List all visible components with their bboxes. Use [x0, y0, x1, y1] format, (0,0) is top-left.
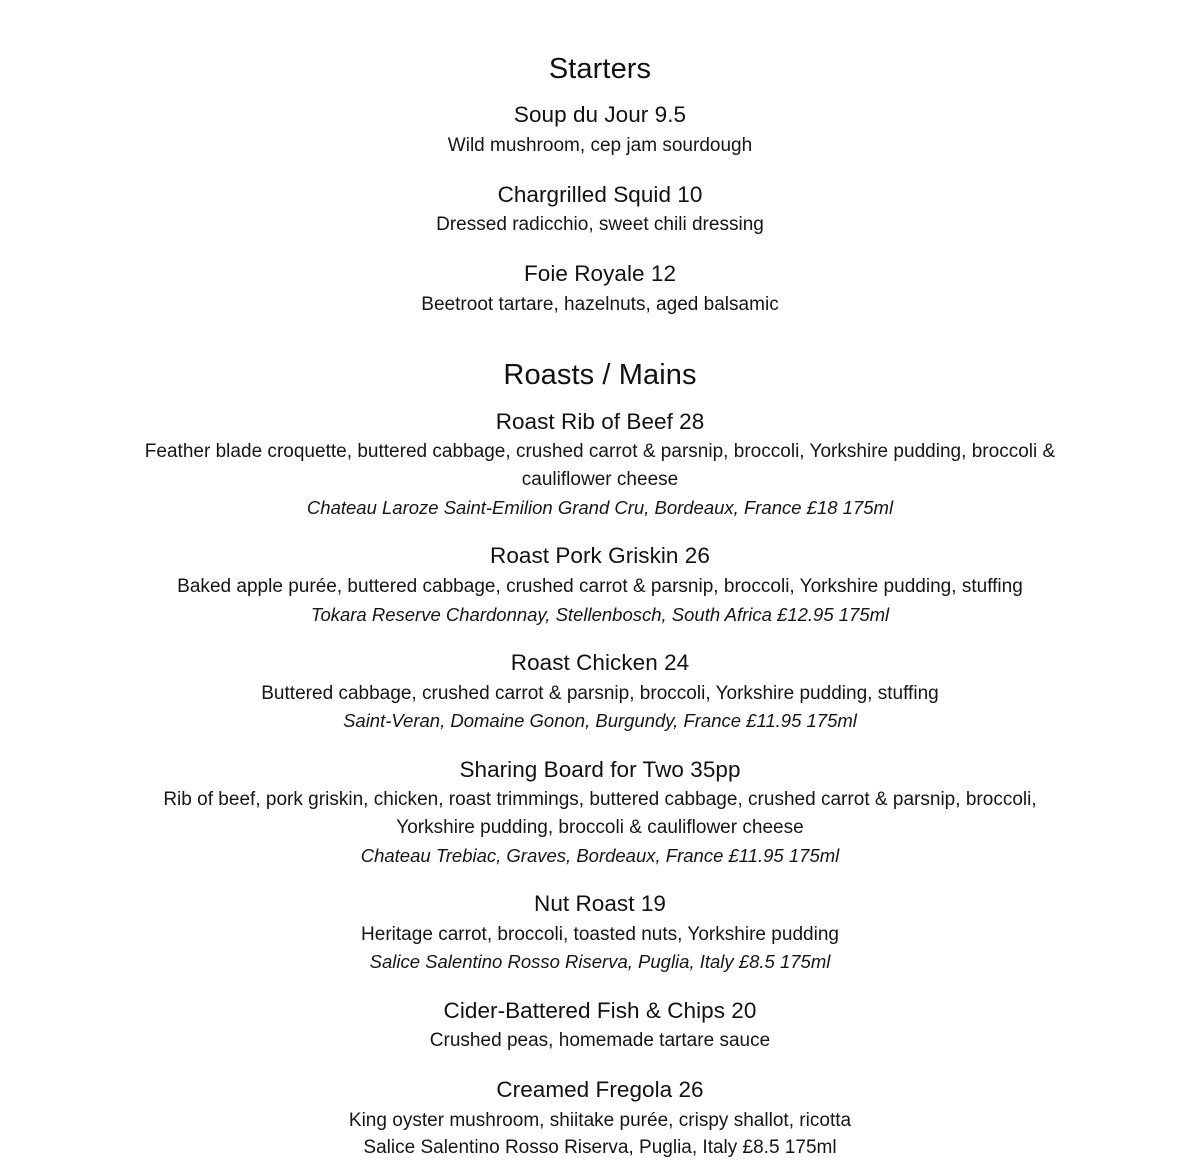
menu-item-title: Roast Chicken 24: [510, 649, 690, 675]
menu-item-wine-pairing: Chateau Laroze Saint-Emilion Grand Cru, Bordeaux, France £18 175ml: [306, 496, 894, 518]
menu-item-wine-pairing: Chateau Trebiac, Graves, Bordeaux, France £11.95 175ml: [360, 844, 840, 866]
menu-item-description: Dressed radicchio, sweet chili dressing: [436, 214, 764, 236]
menu-item-description: Baked apple purée, buttered cabbage, crushed carrot & parsnip, broccoli, Yorkshire pudding, stuffing: [177, 575, 1023, 597]
menu-item-description: Rib of beef, pork griskin, chicken, roast trimmings, buttered cabbage, crushed carrot & parsnip, broccoli, Yorkshire pudding, broccoli & cauliflower cheese: [163, 789, 1037, 838]
menu-item: [70, 1075, 1130, 1162]
menu-item-title: Cider-Battered Fish & Chips 20: [443, 997, 757, 1023]
menu-item: [70, 541, 1130, 628]
menu-item-title: Foie Royale 12: [523, 261, 677, 287]
menu-item-title: Sharing Board for Two 35pp: [459, 756, 741, 782]
menu-item: [70, 755, 1130, 869]
menu-item: [70, 889, 1130, 976]
menu-item: [70, 180, 1130, 239]
menu-item: [70, 407, 1130, 521]
menu-item-description: Crushed peas, homemade tartare sauce: [429, 1030, 771, 1052]
menu-section: [0, 52, 1200, 318]
menu-item-title: Chargrilled Squid 10: [497, 181, 703, 207]
menu-item-wine-pairing: Salice Salentino Rosso Riserva, Puglia, Italy £8.5 175ml: [369, 951, 831, 973]
menu-item-description: Buttered cabbage, crushed carrot & parsnip, broccoli, Yorkshire pudding, stuffing: [261, 682, 939, 704]
menu-item-title: Roast Pork Griskin 26: [490, 543, 710, 569]
menu-item-description: Wild mushroom, cep jam sourdough: [447, 134, 753, 156]
menu-item-wine-pairing: Saint-Veran, Domaine Gonon, Burgundy, France £11.95 175ml: [343, 710, 857, 732]
menu-item-description: Feather blade croquette, buttered cabbage, crushed carrot & parsnip, broccoli, Yorkshire pudding, broccoli & cauliflower cheese: [144, 441, 1056, 491]
menu-item-description: King oyster mushroom, shiitake purée, crispy shallot, ricotta: [348, 1109, 852, 1131]
menu-item: [70, 100, 1130, 159]
menu-item-title: Soup du Jour 9.5: [513, 102, 687, 128]
menu-item: [70, 648, 1130, 735]
section-heading: Roasts / Mains: [503, 359, 697, 392]
menu-item-wine-pairing: Tokara Reserve Chardonnay, Stellenbosch, South Africa £12.95 175ml: [310, 603, 890, 625]
menu-item-title: Roast Rib of Beef 28: [495, 408, 705, 434]
menu-item: [70, 996, 1130, 1055]
menu-item-wine-pairing: Salice Salentino Rosso Riserva, Puglia, Italy £8.5 175ml: [363, 1137, 837, 1159]
menu-item-title: Creamed Fregola 26: [496, 1077, 704, 1103]
menu-item: [70, 259, 1130, 318]
menu-item-description: Heritage carrot, broccoli, toasted nuts, Yorkshire pudding: [361, 923, 839, 945]
section-heading: Starters: [548, 53, 652, 85]
menu-section: [0, 358, 1200, 1162]
menu-item-description: Beetroot tartare, hazelnuts, aged balsamic: [421, 293, 779, 315]
menu-item-title: Nut Roast 19: [534, 890, 666, 916]
